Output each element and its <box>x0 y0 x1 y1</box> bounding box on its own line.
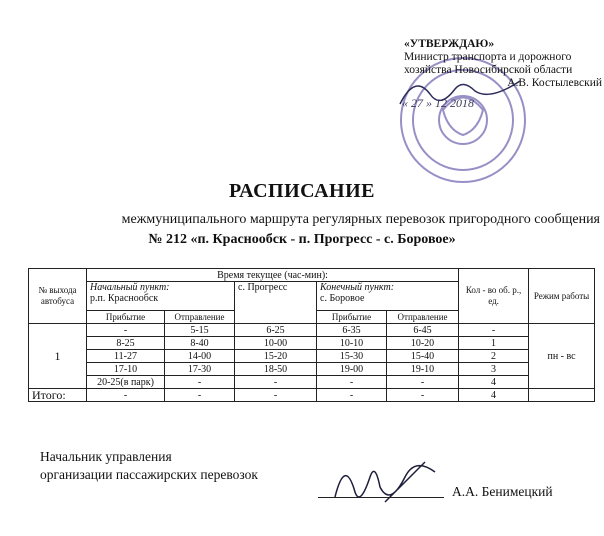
cell: 3 <box>459 363 529 376</box>
cell: 19-00 <box>317 363 387 376</box>
page-title: РАСПИСАНИЕ <box>228 180 375 202</box>
cell: 8-25 <box>87 337 165 350</box>
table-row <box>29 350 595 363</box>
cell: 11-27 <box>87 350 165 363</box>
cell: 10-10 <box>317 337 387 350</box>
bus-number: 1 <box>29 324 87 389</box>
route-name: № 212 «п. Краснообск - п. Прогресс - с. Боровое» <box>148 232 456 247</box>
start-arrival-header: Прибытие <box>87 311 165 324</box>
cell: - <box>387 376 459 389</box>
cell: - <box>235 376 317 389</box>
cell: - <box>87 389 165 402</box>
cell <box>529 389 595 402</box>
cell: 19-10 <box>387 363 459 376</box>
cell: 6-35 <box>317 324 387 337</box>
cell: 17-30 <box>165 363 235 376</box>
header-time: Время текущее (час-мин): <box>87 269 459 282</box>
start-point-label: Начальный пункт: <box>90 282 170 293</box>
cell: 15-20 <box>235 350 317 363</box>
cell: 15-40 <box>387 350 459 363</box>
cell: - <box>87 324 165 337</box>
cell: 4 <box>459 389 529 402</box>
schedule-table <box>28 268 595 402</box>
cell: - <box>317 389 387 402</box>
cell: 6-25 <box>235 324 317 337</box>
header-end-point <box>317 282 459 311</box>
head-signature <box>325 452 455 512</box>
cell: - <box>235 389 317 402</box>
start-point-name: р.п. Краснообск <box>90 293 159 304</box>
minister-signature <box>395 74 525 114</box>
cell: 15-30 <box>317 350 387 363</box>
header-count: Кол - во об. р., ед. <box>459 269 529 324</box>
cell: 20-25(в парк) <box>87 376 165 389</box>
cell: 5-15 <box>165 324 235 337</box>
table-row <box>29 376 595 389</box>
total-row <box>29 389 595 402</box>
cell: - <box>387 389 459 402</box>
table-row <box>29 363 595 376</box>
cell: 18-50 <box>235 363 317 376</box>
table-row <box>29 324 595 337</box>
total-label: Итого: <box>29 389 87 402</box>
start-departure-header: Отправление <box>165 311 235 324</box>
cell: 4 <box>459 376 529 389</box>
approval-line-1: Министр транспорта и дорожного <box>404 51 572 63</box>
footer-line-2: организации пассажирских перевозок <box>40 467 258 482</box>
cell: 10-00 <box>235 337 317 350</box>
footer-position <box>40 448 258 484</box>
cell: 1 <box>459 337 529 350</box>
approval-line-2: хозяйства Новосибирской области <box>404 64 573 76</box>
header-start-point <box>87 282 235 311</box>
cell: 14-00 <box>165 350 235 363</box>
cell: 10-20 <box>387 337 459 350</box>
end-departure-header: Отправление <box>387 311 459 324</box>
approval-signer: А.В. Костылевский <box>507 77 602 89</box>
cell: - <box>165 389 235 402</box>
cell: - <box>317 376 387 389</box>
end-arrival-header: Прибытие <box>317 311 387 324</box>
end-point-label: Конечный пункт: <box>320 282 395 293</box>
header-mode: Режим работы <box>529 269 595 324</box>
cell: - <box>165 376 235 389</box>
header-mid-point: с. Прогресс <box>235 282 317 324</box>
approval-date: « 27 » 12 2018 <box>402 96 474 110</box>
cell: 2 <box>459 350 529 363</box>
cell: - <box>459 324 529 337</box>
footer-signer: А.А. Бенимецкий <box>452 484 553 499</box>
cell: 8-40 <box>165 337 235 350</box>
signature-line <box>318 497 444 498</box>
cell: 17-10 <box>87 363 165 376</box>
approval-heading: «УТВЕРЖДАЮ» <box>404 38 495 50</box>
end-point-name: с. Боровое <box>320 293 365 304</box>
table-row <box>29 337 595 350</box>
footer-line-1: Начальник управления <box>40 449 172 464</box>
mode-value: пн - вс <box>529 324 595 389</box>
header-bus-number: № выхода автобуса <box>29 269 87 324</box>
cell: 6-45 <box>387 324 459 337</box>
route-type: межмуниципального маршрута регулярных перевозок пригородного сообщения <box>121 212 600 227</box>
